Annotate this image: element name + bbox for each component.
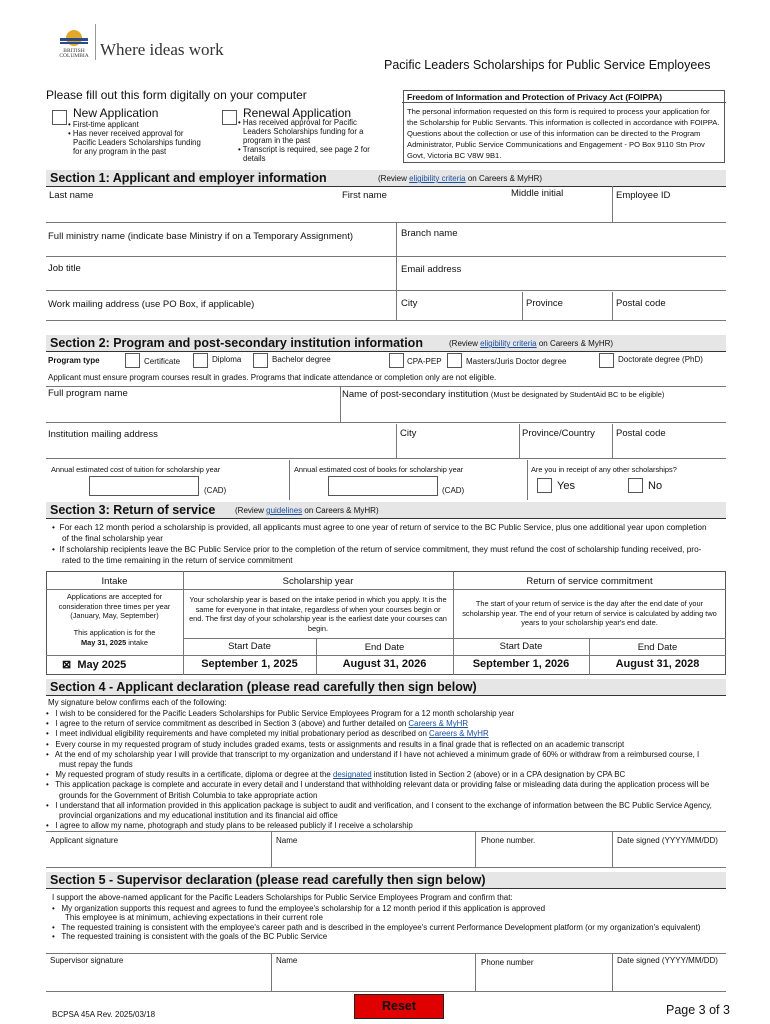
tagline: Where ideas work: [100, 40, 224, 59]
divider: [289, 460, 290, 500]
divider: [527, 460, 528, 500]
institution-note: (Must be designated by StudentAid BC to be eligible): [490, 390, 665, 399]
year-end-value: August 31, 2026: [342, 658, 427, 670]
divider: [612, 424, 613, 458]
doctorate-checkbox[interactable]: [599, 353, 614, 368]
ministry-label: Full ministry name (indicate base Ministry if on a Temporary Assignment): [48, 231, 353, 242]
guidelines-link[interactable]: guidelines: [266, 506, 303, 515]
books-label: Annual estimated cost of books for scholarship year: [294, 465, 464, 474]
applicant-name-label: Name: [276, 836, 298, 845]
applicant-date-label: Date signed (YYYY/MM/DD): [617, 836, 718, 845]
diploma-checkbox[interactable]: [193, 353, 208, 368]
supervisor-phone-label: Phone number: [481, 958, 534, 967]
divider: [271, 953, 272, 991]
tuition-label: Annual estimated cost of tuition for scholarship year: [51, 465, 221, 474]
section5-intro: I support the above-named applicant for the Pacific Leaders Scholarships for Public Service Employees Program and confirm that:: [52, 893, 513, 902]
institution-name-label: Name of post-secondary institution (Must be designated by StudentAid BC to be eligible): [342, 389, 665, 400]
renewal-application-bullets: • Has received approval for Pacific Leaders Scholarships funding for a program in the past • Transcript is required, see page 2 for details: [238, 118, 370, 163]
year-start-label: Start Date: [228, 641, 271, 652]
books-input[interactable]: [328, 476, 438, 496]
section4-title: Section 4 - Applicant declaration (please read carefully then sign below): [50, 680, 477, 694]
divider: [612, 953, 613, 991]
return-commitment-header: Return of service commitment: [526, 576, 653, 587]
divider: [46, 991, 726, 992]
declaration-item: • Every course in my requested program of study includes graded exams, tests or assignments and results in a final grade that is reflected on an academic transcript: [46, 739, 625, 749]
checked-box-icon: ⊠: [62, 659, 72, 671]
divider: [46, 867, 726, 868]
scholarship-year-text: Your scholarship year is based on the intake period in which you apply. It is the same for everyone in that intake, regardless of when your courses begin or end. The first day of your scholarship year is the earliest date your courses can begin.: [189, 595, 447, 633]
postal-code-label: Postal code: [616, 298, 666, 309]
tuition-cad: (CAD): [204, 486, 227, 495]
institution-postal-label: Postal code: [616, 428, 666, 439]
bachelor-checkbox[interactable]: [253, 353, 268, 368]
new-application-bullets: • First-time applicant • Has never received approval for Pacific Leaders Scholarships funding for any program in the past: [68, 120, 201, 156]
applicant-phone-label: Phone number.: [481, 836, 536, 845]
first-name-label: First name: [342, 190, 387, 201]
books-cad: (CAD): [442, 486, 465, 495]
document-title: Pacific Leaders Scholarships for Public Service Employees: [384, 58, 711, 72]
eligibility-link[interactable]: eligibility criteria: [480, 339, 537, 348]
designated-link[interactable]: designated: [332, 770, 372, 780]
return-end-value: August 31, 2028: [615, 658, 700, 670]
intake-for: This application is for the May 31, 2025 intake: [73, 628, 156, 647]
branch-label: Branch name: [401, 228, 458, 239]
other-scholarships-yes-checkbox[interactable]: [537, 478, 552, 493]
intake-header: Intake: [101, 576, 128, 587]
supervisor-signature-label: Supervisor signature: [50, 956, 124, 965]
institution-city-label: City: [400, 428, 417, 439]
other-scholarships-no-checkbox[interactable]: [628, 478, 643, 493]
declaration-item: • At the end of my scholarship year I will provide that transcript to my organization and understand if I have not achieved a minimum grade of 60% or withdraw from a reimbursed course, I must repay the funds: [46, 749, 700, 770]
svg-text:COLUMBIA: COLUMBIA: [59, 53, 89, 59]
return-start-value: September 1, 2026: [472, 658, 570, 670]
supervisor-list: [52, 904, 712, 942]
divider: [46, 256, 726, 257]
section3-title: Section 3: Return of service: [50, 503, 216, 517]
declaration-item: • I understand that all information provided in this application package is subject to audit and verification, and I consent to the exchange of information between the BC Public Service Agency, provincial organizations and my educational institution and its financial aid office: [46, 800, 712, 821]
divider: [183, 638, 726, 639]
province-country-label: Province/Country: [522, 428, 595, 439]
certificate-label: Certificate: [144, 357, 181, 366]
new-application-checkbox[interactable]: [52, 110, 67, 125]
employee-id-label: Employee ID: [616, 190, 671, 201]
certificate-checkbox[interactable]: [125, 353, 140, 368]
intake-text: Applications are accepted for consideration three times per year (January, May, September): [58, 592, 171, 620]
diploma-label: Diploma: [212, 355, 242, 364]
divider: [612, 831, 613, 867]
supervisor-item: • The requested training is consistent with the employee's career path and is described in the employee's current Performance Development platform (or my organization's equivalent): [52, 922, 701, 932]
section3-note: (Review guidelines on Careers & MyHR): [235, 506, 379, 515]
supervisor-item: • My organization supports this request and agrees to fund the employee's scholarship for a 12 month period if this application is approved: [52, 904, 546, 913]
section1-title: Section 1: Applicant and employer information: [50, 171, 327, 185]
declaration-item: • I wish to be considered for the Pacific Leaders Scholarships for Public Service Employees Program for a 12 month scholarship year: [46, 709, 515, 718]
divider: [340, 386, 341, 422]
cpa-pep-checkbox[interactable]: [389, 353, 404, 368]
page-number: Page 3 of 3: [666, 1003, 730, 1017]
declaration-item: • This application package is complete and accurate in every detail and I understand that withholding relevant data or providing false or misleading data during the application process will be grounds for the Government of British Columbia to take appropriate action: [46, 780, 710, 800]
divider: [396, 222, 397, 320]
renewal-application-checkbox[interactable]: [222, 110, 237, 125]
grade-note: Applicant must ensure program courses result in grades. Programs that indicate attendance or completion only are not eligible.: [48, 373, 497, 382]
scholarship-year-header: Scholarship year: [282, 576, 354, 587]
section2-title: Section 2: Program and post-secondary institution information: [50, 336, 423, 350]
divider: [46, 458, 726, 459]
last-name-label: Last name: [49, 190, 94, 201]
divider: [396, 424, 397, 458]
supervisor-date-label: Date signed (YYYY/MM/DD): [617, 956, 718, 965]
declaration-item: • My requested program of study results in a certificate, diploma or degree at the designated institution listed in Section 2 (above) or in a CPA designation by CPA BC: [46, 770, 626, 780]
full-program-label: Full program name: [48, 388, 128, 399]
city-label: City: [401, 298, 418, 309]
year-end-label: End Date: [364, 642, 405, 653]
return-text: The start of your return of service is the day after the end date of your scholarship year. The end of your return of service is calculated by adding two years to your scholarship year's end date.: [462, 599, 717, 627]
divider: [46, 422, 726, 423]
supervisor-item: • The requested training is consistent with the goals of the BC Public Service: [52, 932, 328, 942]
divider: [519, 424, 520, 458]
section1-note: (Review eligibility criteria on Careers & MyHR): [378, 174, 543, 183]
tuition-input[interactable]: [89, 476, 199, 496]
supervisor-item: This employee is at minimum, achieving expectations in their current role: [65, 913, 323, 923]
doctorate-label: Doctorate degree (PhD): [618, 355, 703, 364]
section4-intro: My signature below confirms each of the following:: [48, 698, 227, 707]
program-type-label: Program type: [48, 356, 100, 365]
section5-title: Section 5 - Supervisor declaration (please read carefully then sign below): [50, 873, 486, 887]
foippa-body: The personal information requested on this form is required to process your application for the Scholarship for Public Servants. This information is collected in accordance with FOIPPA. Questions about the collection or use of this information can be directed to the Program Administrator, Public Service Communications and Engagement - PO Box 9110 Stn Prov Govt, Victoria BC V8W 9B1.: [407, 107, 720, 160]
logo-divider: [95, 24, 96, 60]
return-bullet-2: • If scholarship recipients leave the BC Public Service prior to the completion of the return of service commitment, they must refund the cost of scholarship funding received, pro-rated to the time remaining in the return of service commitment: [52, 544, 702, 565]
divider: [46, 222, 726, 223]
mailing-label: Work mailing address (use PO Box, if applicable): [48, 299, 255, 310]
fill-note: Please fill out this form digitally on your computer: [46, 88, 307, 102]
institution-mailing-label: Institution mailing address: [48, 429, 158, 440]
year-start-value: September 1, 2025: [201, 658, 298, 670]
applicant-signature-label: Applicant signature: [50, 836, 119, 845]
bachelor-label: Bachelor degree: [272, 355, 331, 364]
divider: [475, 831, 476, 867]
svg-text:BRITISH: BRITISH: [63, 48, 85, 54]
intake-value: ⊠ May 2025: [62, 659, 127, 671]
province-label: Province: [526, 298, 563, 309]
divider: [612, 292, 613, 320]
declaration-item: • I meet individual eligibility requirements and have completed my initial probationary period as described on Careers & MyHR: [46, 729, 489, 739]
yes-label: Yes: [557, 480, 575, 492]
email-label: Email address: [401, 264, 462, 275]
return-bullet-1: • For each 12 month period a scholarship is provided, all applicants must agree to one year of return of service to the BC Public Service, plus one additional year upon completion of the final scholarship year: [52, 522, 707, 543]
renewal-application-label: Renewal Application: [243, 106, 352, 120]
divider: [475, 953, 476, 991]
section2-note: (Review eligibility criteria on Careers & MyHR): [449, 339, 614, 348]
divider: [522, 292, 523, 320]
eligibility-link[interactable]: eligibility criteria: [409, 174, 466, 183]
supervisor-name-label: Name: [276, 956, 298, 965]
name-fields[interactable]: [46, 186, 726, 222]
masters-label: Masters/Juris Doctor degree: [466, 357, 567, 366]
declaration-item: • I agree to the return of service commitment as described in Section 3 (above) and further detailed on Careers & MyHR: [46, 719, 469, 729]
divider: [46, 320, 726, 321]
no-label: No: [648, 480, 663, 492]
divider: [46, 589, 726, 590]
divider: [46, 655, 726, 656]
foippa-heading: Freedom of Information and Protection of Privacy Act (FOIPPA): [407, 92, 663, 102]
job-title-label: Job title: [48, 263, 81, 274]
divider: [46, 831, 726, 832]
declaration-item: • I agree to allow my name, photograph and study plans to be released publicly if I receive a scholarship: [46, 821, 413, 831]
divider: [46, 290, 726, 291]
bc-logo: [58, 26, 90, 60]
declaration-list: [46, 709, 718, 831]
masters-checkbox[interactable]: [447, 353, 462, 368]
reset-button[interactable]: Reset: [354, 994, 444, 1019]
new-application-label: New Application: [73, 106, 159, 120]
cpa-pep-label: CPA-PEP: [407, 357, 442, 366]
other-scholarships-label: Are you in receipt of any other scholarships?: [531, 465, 677, 474]
form-id: BCPSA 45A Rev. 2025/03/18: [52, 1010, 156, 1019]
middle-initial-label: Middle initial: [511, 188, 564, 199]
foippa-divider: [402, 102, 726, 103]
careers-link[interactable]: Careers & MyHR: [429, 729, 489, 739]
careers-link[interactable]: Careers & MyHR: [408, 719, 469, 729]
return-end-label: End Date: [637, 642, 678, 653]
divider: [46, 953, 726, 954]
divider: [271, 831, 272, 867]
divider: [46, 386, 726, 387]
return-start-label: Start Date: [499, 641, 543, 652]
